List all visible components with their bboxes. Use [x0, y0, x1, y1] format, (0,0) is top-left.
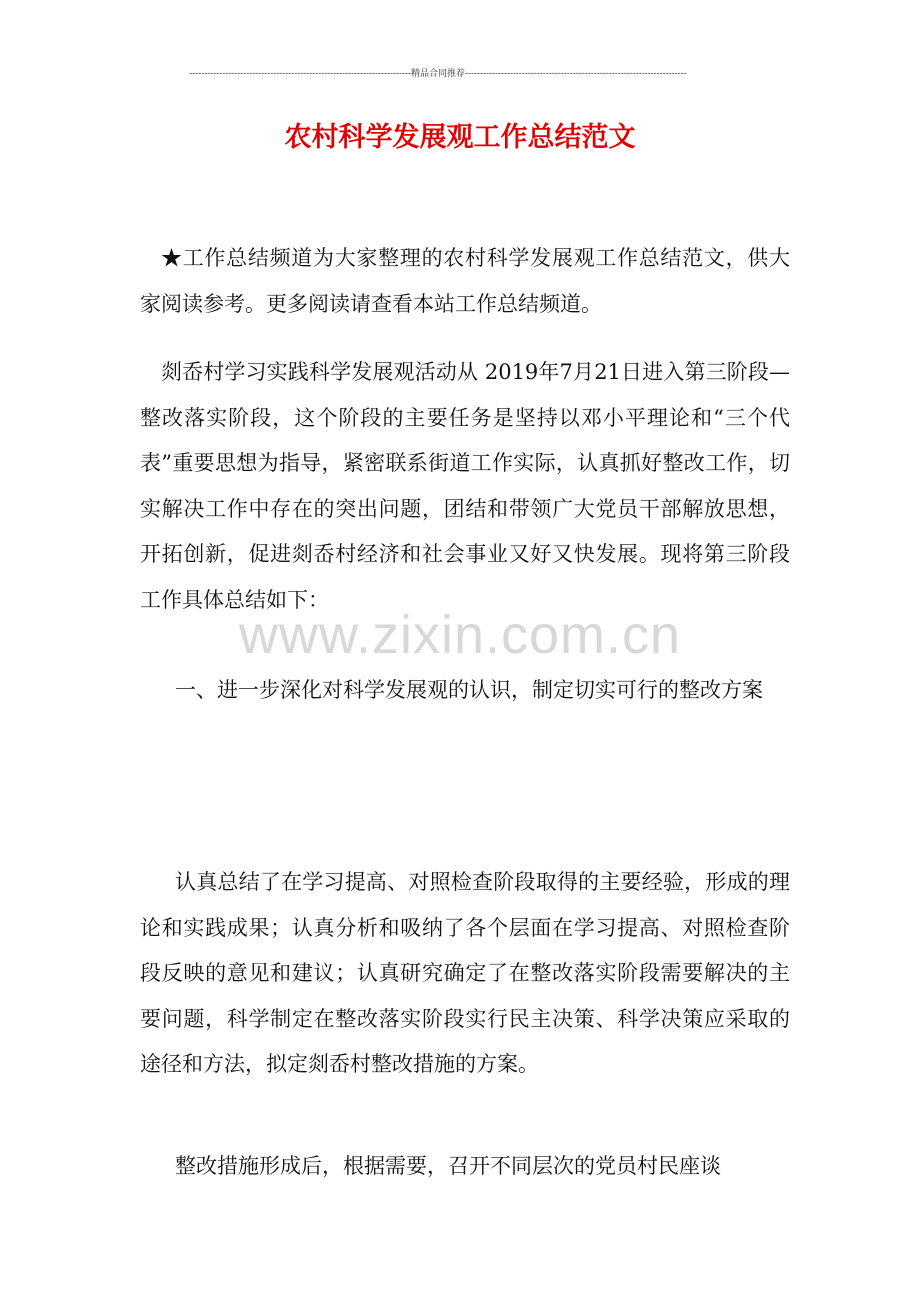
- body-paragraph-2: [140, 860, 790, 1088]
- document-title: 农村科学发展观工作总结范文: [284, 122, 636, 153]
- intro-text: ★工作总结频道为大家整理的农村科学发展观工作总结范文，供大家阅读参考。更多阅读请查看本站工作总结频道。: [140, 246, 790, 316]
- body-paragraph-1: [140, 350, 790, 623]
- intro-paragraph: [140, 236, 790, 327]
- page-header-separator: --------------------------------------------------------------------------精品合同推荐--------------------------------------------------------------------------: [189, 68, 687, 78]
- body-paragraph-1-text: 剡岙村学习实践科学发展观活动从 2019年7月21日进入第三阶段—整改落实阶段，这个阶段的主要任务是坚持以邓小平理论和“三个代表”重要思想为指导，紧密联系街道工作实际，认真抓好整改工作，切实解决工作中存在的突出问题，团结和带领广大党员干部解放思想，开拓创新，促进剡岙村经济和社会事业又好又快发展。现将第三阶段工作具体总结如下：: [140, 360, 790, 612]
- watermark: www.zixin.com.cn: [238, 605, 682, 665]
- section-heading-1: [140, 668, 790, 714]
- section-heading-1-text: 一、进一步深化对科学发展观的认识，制定切实可行的整改方案: [175, 678, 763, 702]
- body-paragraph-3-text: 整改措施形成后，根据需要，召开不同层次的党员村民座谈: [175, 1154, 721, 1178]
- body-paragraph-3: [140, 1144, 790, 1190]
- body-paragraph-2-text: 认真总结了在学习提高、对照检查阶段取得的主要经验，形成的理论和实践成果；认真分析和吸纳了各个层面在学习提高、对照检查阶段反映的意见和建议；认真研究确定了在整改落实阶段需要解决的主要问题，科学制定在整改落实阶段实行民主决策、科学决策应采取的途径和方法，拟定剡岙村整改措施的方案。: [140, 870, 790, 1076]
